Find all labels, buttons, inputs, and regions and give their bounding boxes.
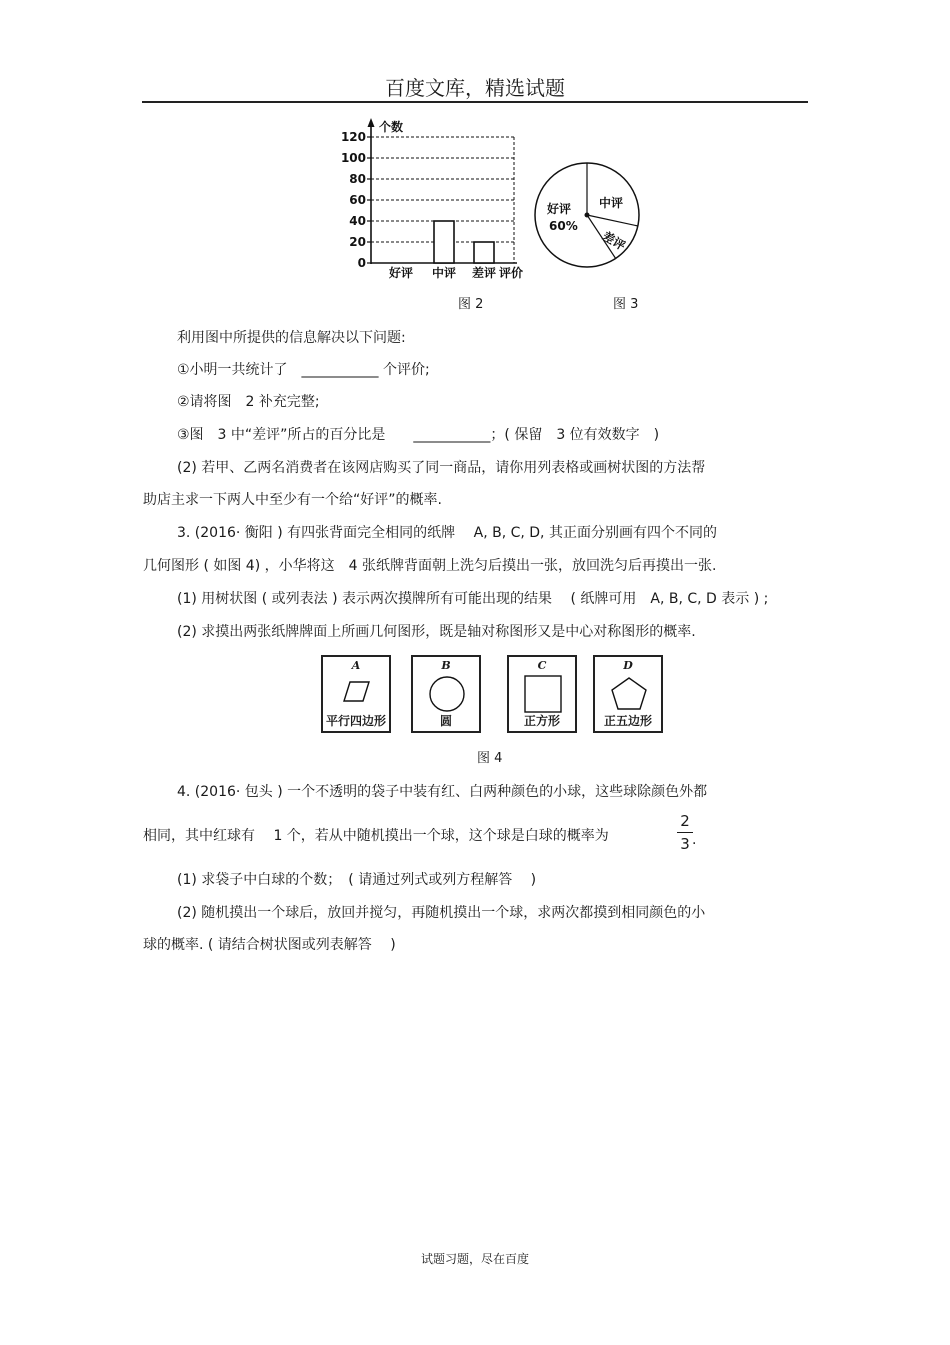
pie-divider-mid-bad [587, 215, 638, 226]
x-axis-label: 评价 [499, 266, 524, 280]
pie-label-bad: 差评 [599, 228, 628, 254]
problem-4-part-2-line-2: 球的概率. ( 请结合树状图或列表解答 ) [143, 937, 396, 953]
fraction-numerator: 2 [680, 812, 690, 830]
problem-4-part-1: (1) 求袋子中白球的个数； ( 请通过列式或列方程解答 ) [177, 872, 537, 888]
card-square [507, 655, 577, 733]
pie-label-mid: 中评 [599, 196, 624, 210]
y-tick-label: 40 [349, 214, 366, 228]
page-footer: 试题习题，尽在百度 [420, 1252, 529, 1266]
x-category-label: 好评 [388, 266, 414, 280]
card-name: 正方形 [523, 714, 560, 728]
x-category-label: 差评 [471, 266, 497, 280]
pie-center-dot [585, 213, 590, 218]
problem-3-line-1: 3. (2016· 衡阳 ) 有四张背面完全相同的纸牌 A, B, C, D, 其正面分别画有四个不同的 [177, 525, 717, 541]
figure-4-caption: 图 4 [477, 751, 503, 766]
fraction-period: . [692, 832, 697, 848]
y-axis-label: 个数 [379, 120, 404, 134]
card-circle [411, 655, 481, 733]
figures-2-3 [0, 0, 950, 300]
pie-label-good-pct: 60% [549, 219, 578, 233]
problem-4-line-2: 相同，其中红球有 1 个，若从中随机摸出一个球，这个球是白球的概率为 [143, 828, 609, 844]
fraction-two-thirds [677, 812, 693, 853]
bar-3 [474, 242, 494, 263]
fraction-bar [677, 832, 693, 833]
card-letter: D [623, 659, 633, 672]
bar-2 [434, 221, 454, 263]
intro-line: 利用图中所提供的信息解决以下问题: [177, 330, 406, 346]
card-parallelogram [321, 655, 391, 733]
question-2: ②请将图 2 补充完整; [177, 394, 320, 410]
pie-label-good: 好评 [547, 202, 572, 216]
fraction-denominator: 3 [680, 835, 690, 853]
x-category-label: 中评 [431, 266, 457, 280]
figure-3-caption: 图 3 [613, 297, 639, 312]
problem-3-line-2: 几何图形 ( 如图 4) ，小华将这 4 张纸牌背面朝上洗匀后摸出一张，放回洗匀后再摸出一张. [143, 558, 717, 574]
y-tick-label: 120 [340, 130, 366, 144]
question-3: ③图 3 中“差评”所占的百分比是 ___________；( 保留 3 位有效数字 ) [177, 427, 660, 443]
card-letter: C [537, 659, 547, 672]
y-tick-label: 0 [357, 256, 366, 270]
question-1: ①小明一共统计了 ___________ 个评价; [177, 362, 430, 378]
card-letter: A [351, 659, 361, 672]
card-letter: B [441, 659, 451, 672]
card-name: 平行四边形 [325, 714, 386, 728]
y-axis-arrow [368, 118, 375, 127]
y-tick-label: 80 [349, 172, 366, 186]
pie-chart [535, 163, 639, 267]
question-4-line-1: (2) 若甲、乙两名消费者在该网店购买了同一商品，请你用列表格或画树状图的方法帮 [177, 460, 706, 476]
page-header-title: 百度文库，精选试题 [385, 76, 565, 100]
problem-3-part-2: (2) 求摸出两张纸牌牌面上所画几何图形，既是轴对称图形又是中心对称图形的概率. [177, 624, 696, 640]
y-tick-label: 60 [349, 193, 366, 207]
problem-3-part-1: (1) 用树状图 ( 或列表法 ) 表示两次摸牌所有可能出现的结果 ( 纸牌可用 A, B, C, D 表示 ) ; [177, 591, 769, 607]
card-pentagon [593, 655, 663, 733]
figure-2-caption: 图 2 [458, 297, 484, 312]
problem-4-part-2-line-1: (2) 随机摸出一个球后，放回并搅匀，再随机摸出一个球，求两次都摸到相同颜色的小 [177, 905, 706, 921]
card-name: 正五边形 [603, 714, 652, 728]
problem-4-line-1: 4. (2016· 包头 ) 一个不透明的袋子中装有红、白两种颜色的小球，这些球除颜色外都 [177, 784, 708, 800]
y-tick-label: 100 [340, 151, 366, 165]
bar-chart [341, 118, 523, 280]
question-4-line-2: 助店主求一下两人中至少有一个给“好评”的概率. [143, 492, 442, 508]
y-tick-label: 20 [349, 235, 366, 249]
card-name: 圆 [439, 714, 452, 728]
